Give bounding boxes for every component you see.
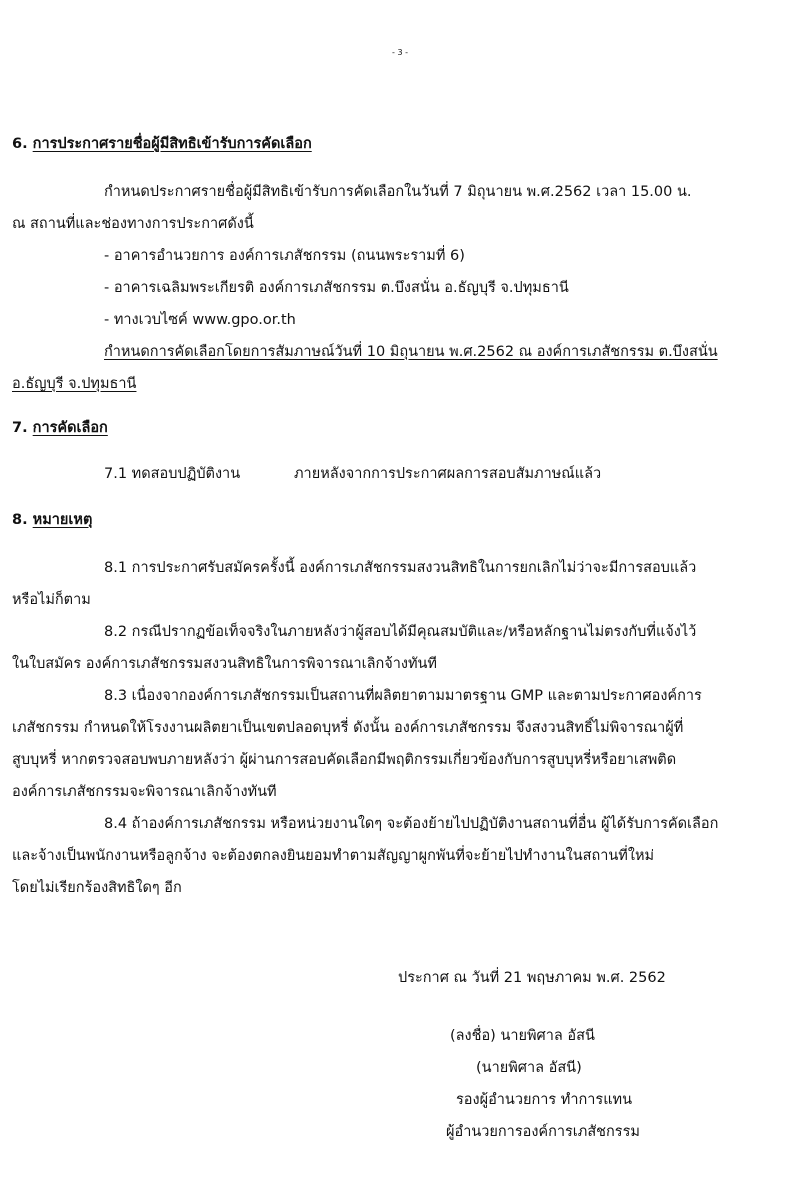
section-7-item-text: ภายหลังจากการประกาศผลการสอบสัมภาษณ์แล้ว <box>294 466 602 482</box>
interview-line-2: อ.ธัญบุรี จ.ปทุมธานี <box>12 376 137 392</box>
signature-position-2: ผู้อำนวยการองค์การเภสัชกรรม <box>446 1124 640 1140</box>
section-8-heading <box>12 508 92 531</box>
signature-signed: (ลงชื่อ) นายพิศาล อัสนี <box>450 1028 595 1044</box>
announce-date: ประกาศ ณ วันที่ 21 พฤษภาคม พ.ศ. 2562 <box>398 970 666 986</box>
note-8-2-line-2: ในใบสมัคร องค์การเภสัชกรรมสงวนสิทธิในการพิจารณาเลิกจ้างทันที <box>12 656 437 672</box>
section-7-title: การคัดเลือก <box>32 420 108 436</box>
note-8-3-line-4: องค์การเภสัชกรรมจะพิจารณาเลิกจ้างทันที <box>12 784 277 800</box>
section-6-title: การประกาศรายชื่อผู้มีสิทธิเข้ารับการคัดเลือก <box>32 136 312 152</box>
section-7-heading <box>12 416 108 439</box>
section-6-number: 6. <box>12 136 28 152</box>
note-8-4-line-2: และจ้างเป็นพนักงานหรือลูกจ้าง จะต้องตกลงยินยอมทำตามสัญญาผูกพันที่จะย้ายไปทำงานในสถานที่ใหม่ <box>12 848 655 864</box>
section-8-number: 8. <box>12 512 28 528</box>
note-8-4-line-1: 8.4 ถ้าองค์การเภสัชกรรม หรือหน่วยงานใดๆ จะต้องย้ายไปปฏิบัติงานสถานที่อื่น ผู้ได้รับการคัดเลือก <box>104 816 719 832</box>
note-8-3-line-2: เภสัชกรรม กำหนดให้โรงงานผลิตยาเป็นเขตปลอดบุหรี่ ดังนั้น องค์การเภสัชกรรม จึงสงวนสิทธิ์ไม่พิจารณาผู้ที่ <box>12 720 684 736</box>
note-8-4-line-3: โดยไม่เรียกร้องสิทธิใดๆ อีก <box>12 880 182 896</box>
bullet-item: - ทางเวบไซค์ www.gpo.or.th <box>104 312 296 328</box>
signature-position-1: รองผู้อำนวยการ ทำการแทน <box>456 1092 633 1108</box>
section-8-title: หมายเหตุ <box>32 512 93 528</box>
interview-line-1: กำหนดการคัดเลือกโดยการสัมภาษณ์วันที่ 10 มิถุนายน พ.ศ.2562 ณ องค์การเภสัชกรรม ต.บึงสนั่น <box>104 344 718 360</box>
section-6-heading <box>12 132 312 155</box>
note-8-1-line-2: หรือไม่ก็ตาม <box>12 592 91 608</box>
section-6-line-2: ณ สถานที่และช่องทางการประกาศดังนี้ <box>12 216 254 232</box>
note-8-3-line-1: 8.3 เนื่องจากองค์การเภสัชกรรมเป็นสถานที่ผลิตยาตามมาตรฐาน GMP และตามประกาศองค์การ <box>104 688 702 704</box>
bullet-item: - อาคารอำนวยการ องค์การเภสัชกรรม (ถนนพระรามที่ 6) <box>104 248 465 264</box>
signature-name: (นายพิศาล อัสนี) <box>476 1060 582 1076</box>
section-7-item-label: 7.1 ทดสอบปฏิบัติงาน <box>104 466 241 482</box>
page-number: - 3 - <box>392 48 408 57</box>
section-6-line-1: กำหนดประกาศรายชื่อผู้มีสิทธิเข้ารับการคัดเลือกในวันที่ 7 มิถุนายน พ.ศ.2562 เวลา 15.00 น. <box>104 184 692 200</box>
bullet-item: - อาคารเฉลิมพระเกียรติ องค์การเภสัชกรรม ต.บึงสนั่น อ.ธัญบุรี จ.ปทุมธานี <box>104 280 569 296</box>
note-8-2-line-1: 8.2 กรณีปรากฏข้อเท็จจริงในภายหลังว่าผู้สอบได้มีคุณสมบัติและ/หรือหลักฐานไม่ตรงกับที่แจ้งไว้ <box>104 624 697 640</box>
note-8-3-line-3: สูบบุหรี่ หากตรวจสอบพบภายหลังว่า ผู้ผ่านการสอบคัดเลือกมีพฤติกรรมเกี่ยวข้องกับการสูบบุหรี่หรือยาเสพติด <box>12 752 677 768</box>
section-7-number: 7. <box>12 420 28 436</box>
note-8-1-line-1: 8.1 การประกาศรับสมัครครั้งนี้ องค์การเภสัชกรรมสงวนสิทธิในการยกเลิกไม่ว่าจะมีการสอบแล้ว <box>104 560 697 576</box>
